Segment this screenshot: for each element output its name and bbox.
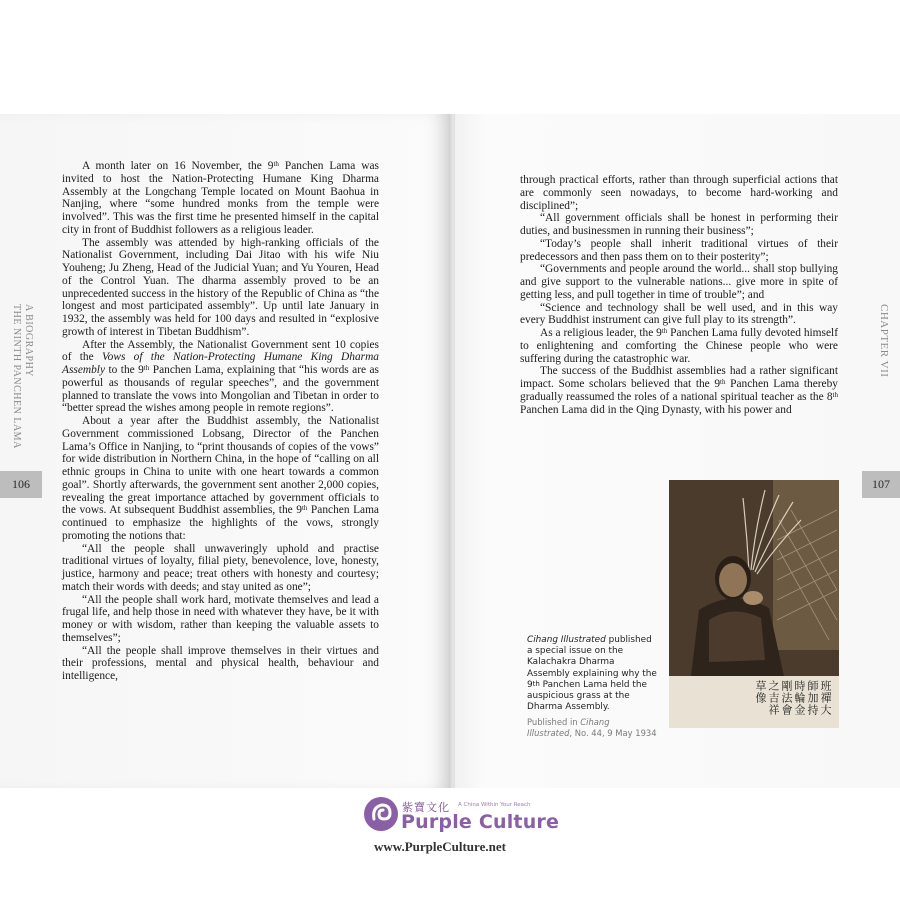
paragraph: The assembly was attended by high-ranking officials of the Nationalist Government, including Dai Jitao with his wife Niu Youheng; Ju Zheng, Head of the Judicial Yuan; and Yu Youren, Head of the Control Yuan. The dharma assembly proved to be an unprecedented success in the history of the Republic of China as “the longest and most participated assembly”. Up until late January in 1932, the assembly was held for 100 days and resulted in “explosive growth of interest in Tibetan Buddhism”. [62,236,379,338]
quote-paragraph: “All government officials shall be honest in performing their duties, and businessmen in running their business”; [520,212,838,237]
photo-caption: Cihang Illustrated published a special issue on the Kalachakra Dharma Assembly explaining why the 9th Panchen Lama held the auspicious grass at the Dharma Assembly. Published in Cihang Illustrated, No. 44, 9 May 1934 [527,635,657,738]
quote-paragraph: “Today’s people shall inherit traditional virtues of their predecessors and then pass them on to their posterity”; [520,237,838,263]
paragraph: through practical efforts, rather than through superficial actions that are commonly seen nowadays, to become hard-working and disciplined”; [520,174,838,212]
page-number-106: 106 [0,471,42,498]
paragraph: The success of the Buddhist assemblies had a rather significant impact. Some scholars believed that the 9th Panchen Lama thereby gradually reassumed the roles of a national spiritual teacher as the 8th Panchen Lama did in the Qing Dynasty, with his power and [520,365,838,416]
paragraph: A month later on 16 November, the 9th Panchen Lama was invited to host the Nation-Protecting Humane King Dharma Assembly at the Longchang Temple located on Mount Baohua in Nanjing, where “some hundred monks from the temple were involved”. This was the first time he presented himself in the capital city in front of Buddhist followers as a religious leader. [62,160,379,236]
running-head-left-subtitle: A BIOGRAPHY [23,304,34,378]
quote-paragraph: “All the people shall improve themselves in their virtues and their professions, mental and physical health, behaviour and intelligence, [62,644,379,682]
running-head-right: CHAPTER VII [878,304,890,378]
watermark-brand: Purple Culture [401,811,560,833]
right-page [455,114,900,788]
quote-paragraph: “All the people shall unwaveringly uphold and practise traditional virtues of loyalty, filial piety, benevolence, love, honesty, justice, harmony and peace; treat others with honesty and courtesy; match their words with deeds; and stay united as one”; [62,542,379,593]
quote-paragraph: “All the people shall work hard, motivate themselves and lead a frugal life, and help those in need with whatever they have, be it with money or with wisdom, rather than keeping the valuable assets to themselves”; [62,593,379,644]
book-spread [0,114,900,788]
photo-source: Published in Cihang Illustrated, No. 44, 9 May 1934 [527,717,657,738]
left-page-body [62,160,379,683]
historical-photo [669,480,839,728]
paragraph: As a religious leader, the 9th Panchen Lama fully devoted himself to enlightening and comforting the Chinese people who were suffering during the catastrophic war. [520,327,838,365]
quote-paragraph: “Governments and people around the world... shall stop bullying and give support to the vulnerable nations... give more in spite of getting less, and pull together in time of trouble”; and [520,263,838,301]
watermark-url: www.PurpleCulture.net [374,839,506,854]
page-number-107: 107 [862,471,900,498]
watermark-chinese-name: 紫寶文化 [402,801,450,814]
quote-paragraph: “Science and technology shall be well used, and in this way every Buddhist instrument can give full play to its strength”. [520,301,838,327]
photo-inscription: 班禪大師加持時輪金剛法會之吉祥草像 [754,680,832,716]
paragraph: After the Assembly, the Nationalist Government sent 10 copies of the Vows of the Nation-Protecting Humane King Dharma Assembly to the 9th Panchen Lama, explaining that “his words are as powerful as thousands of regular speeches”, and the government planned to translate the vows into Mongolian and Tibetan in order to “better spread the wishes among people in remote regions”. [62,338,379,415]
running-head-left: THE NINTH PANCHEN LAMA [11,304,22,449]
purple-culture-logo-icon [362,795,400,833]
left-page [0,114,451,788]
watermark-tagline: A China Within Your Reach [458,802,531,808]
purple-culture-watermark [362,795,562,855]
paragraph: About a year after the Buddhist assembly, the Nationalist Government commissioned Lobsang, Director of the Panchen Lama’s Office in Nanjing, to “print thousands of copies of the vows” for wide distribution in Northern China, in the hope of “calling on all ethnic groups in China to unite with one heart towards a common goal”. Shortly afterwards, the government sent another 2,000 copies, revealing the great importance attached by government officials to the vows. At subsequent Buddhist assemblies, the 9th Panchen Lama continued to emphasize the highlights of the vows, strongly promoting the notions that: [62,415,379,542]
right-page-body [520,174,838,416]
